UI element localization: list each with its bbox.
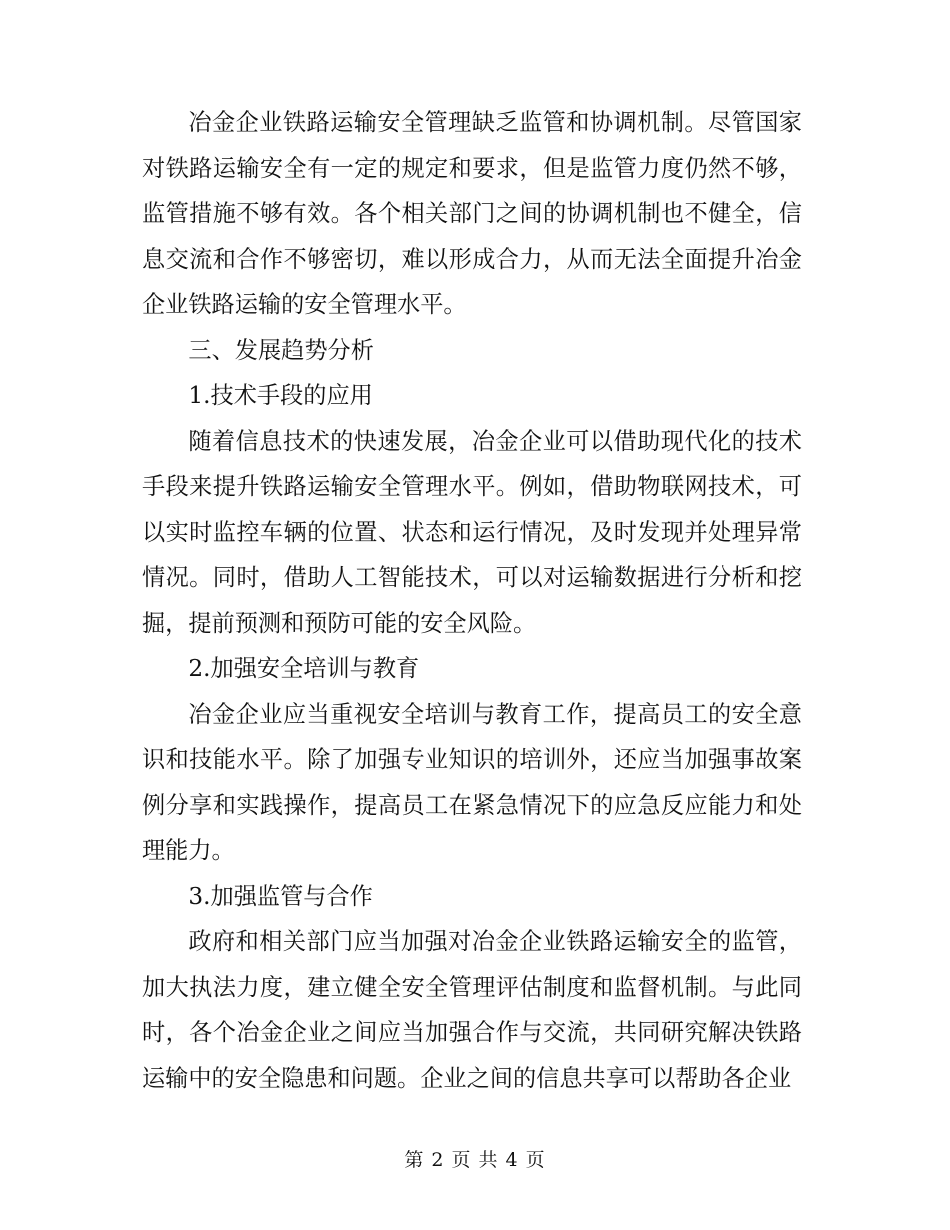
- section-heading-trends: 三、发展趋势分析: [188, 336, 374, 364]
- paragraph-technology: 随着信息技术的快速发展，冶金企业可以借助现代化的技术手段来提升铁路运输安全管理水平。例如，借助物联网技术，可以实时监控车辆的位置、状态和运行情况，及时发现并处理异常情况。同时，借助人工智能技术，可以对运输数据进行分析和挖掘，提前预测和预防可能的安全风险。: [142, 427, 802, 637]
- subheading-training: 2.加强安全培训与教育: [188, 655, 420, 682]
- document-body: [142, 100, 802, 1101]
- subheading-technology: 1.技术手段的应用: [188, 382, 373, 409]
- paragraph-supervision-lack: 冶金企业铁路运输安全管理缺乏监管和协调机制。尽管国家对铁路运输安全有一定的规定和要求，但是监管力度仍然不够，监管措施不够有效。各个相关部门之间的协调机制也不健全，信息交流和合作不够密切，难以形成合力，从而无法全面提升冶金企业铁路运输的安全管理水平。: [142, 109, 802, 318]
- paragraph-training: 冶金企业应当重视安全培训与教育工作，提高员工的安全意识和技能水平。除了加强专业知识的培训外，还应当加强事故案例分享和实践操作，提高员工在紧急情况下的应急反应能力和处理能力。: [142, 700, 802, 864]
- subheading-supervision: 3.加强监管与合作: [188, 882, 373, 910]
- paragraph-supervision: 政府和相关部门应当加强对冶金企业铁路运输安全的监管，加大执法力度，建立健全安全管理评估制度和监督机制。与此同时，各个冶金企业之间应当加强合作与交流，共同研究解决铁路运输中的安全隐患和问题。企业之间的信息共享可以帮助各企业: [142, 928, 802, 1092]
- page-number-footer: 第 2 页 共 4 页: [404, 1149, 546, 1171]
